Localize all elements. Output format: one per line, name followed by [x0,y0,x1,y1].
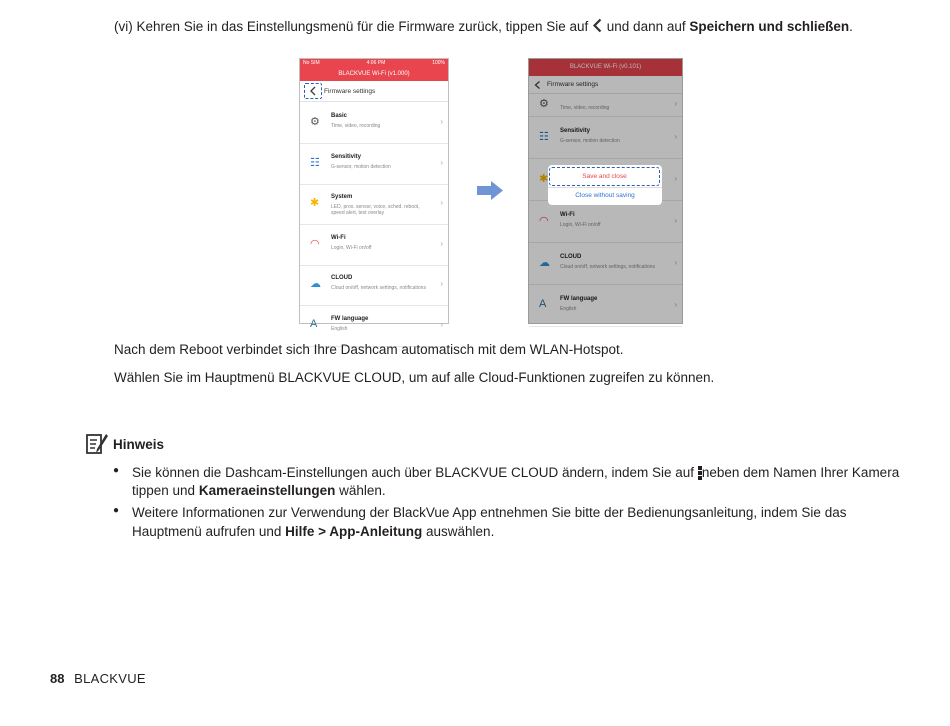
chevron-right-icon: › [440,198,443,208]
setting-title: CLOUD [560,253,582,260]
setting-subtitle: Cloud on/off, network settings, notifications [560,263,655,270]
note-bullet-1-line2: tippen und Kameraeinstellungen wählen. [132,483,386,498]
arrow-right-icon [477,181,503,200]
setting-subtitle: Login, Wi-Fi on/off [560,221,601,228]
setting-subtitle: G-sensor, motion detection [560,137,620,144]
chevron-right-icon: › [440,238,443,248]
chevron-right-icon: › [440,279,443,289]
settings-item[interactable] [300,102,448,144]
setting-title: Basic [331,112,348,119]
bullet: ● [113,505,120,516]
setting-subtitle: Time, video, recording [560,105,610,111]
note-bullet-1: Sie können die Dashcam-Einstellungen auch über BLACKVUE CLOUD ändern, indem Sie auf neben dem Namen Ihrer Kamera [132,465,900,480]
setting-icon: ☁ [310,278,321,291]
settings-list [300,102,448,347]
note-title: Hinweis [113,437,165,452]
setting-title: System [331,194,353,201]
paragraph-cloud: Wählen Sie im Hauptmenü BLACKVUE CLOUD, um auf alle Cloud-Funktionen zugreifen zu können. [114,370,715,385]
setting-icon: ◠ [310,237,320,250]
setting-subtitle: Cloud on/off, network settings, notifications [331,285,426,292]
chevron-right-icon: › [674,257,677,267]
note-bullet-2: Weitere Informationen zur Verwendung der BlackVue App entnehmen Sie bitte der Bedienungsanleitung, indem Sie das [132,505,847,520]
app-title: BLACKVUE Wi-Fi (v0.101) [529,59,682,76]
bullet: ● [113,465,120,476]
nav-title: Firmware settings [324,87,376,95]
status-bar: No SIM 4:06 PM 100% [300,59,448,67]
setting-title: Sensitivity [331,153,362,160]
setting-icon: ☷ [539,130,549,143]
step-number: (vi) [114,19,133,34]
setting-icon: ✱ [539,172,549,185]
step-text: (vi) Kehren Sie in das Einstellungsmenü für die Firmware zurück, tippen Sie auf und dann auf Speichern und schließen. [114,19,853,34]
back-icon[interactable] [304,83,322,99]
save-dialog [548,165,662,205]
page-number: 88 [50,671,65,686]
close-without-saving-button[interactable]: Close without saving [575,192,635,199]
setting-subtitle: English [331,325,348,332]
setting-title: FW language [331,315,369,322]
setting-subtitle: Time, video, recording [331,122,381,129]
setting-title: FW language [560,295,598,302]
setting-icon: A [539,297,547,310]
settings-item[interactable] [300,225,448,266]
setting-subtitle: LED, prox. sensor, voice, sched. reboot, speed alert, text overlay [331,204,420,217]
chevron-right-icon: › [440,157,443,167]
chevron-right-icon: › [674,173,677,183]
phone-screenshot-before [299,58,449,332]
chevron-right-icon: › [674,99,677,108]
chevron-right-icon: › [440,319,443,329]
phone-screenshot-after [528,58,683,324]
back-chevron-icon [592,18,603,33]
setting-subtitle: Login, Wi-Fi on/off [331,244,372,251]
setting-icon: A [310,317,318,330]
setting-icon: ◠ [539,214,549,227]
note-bullet-2-line2: Hauptmenü aufrufen und Hilfe > App-Anleitung auswählen. [132,524,495,539]
setting-icon: ☷ [310,156,320,169]
settings-item[interactable] [300,266,448,307]
chevron-right-icon: › [674,131,677,141]
setting-title: Wi-Fi [560,211,575,218]
step-pre: Kehren Sie in das Einstellungsmenü für die Firmware zurück, tippen Sie auf [136,19,589,34]
save-and-close-button[interactable]: Save and close [549,167,660,186]
setting-title: CLOUD [331,275,353,282]
setting-icon: ⚙ [310,115,320,128]
settings-item[interactable] [300,144,448,185]
app-title: BLACKVUE Wi-Fi (v1.000) [300,67,448,81]
setting-title: Wi-Fi [331,234,346,241]
setting-subtitle: English [560,305,577,312]
setting-subtitle: G-sensor, motion detection [331,163,391,170]
note-icon [85,432,109,456]
setting-icon: ☁ [539,256,550,269]
footer-brand: BLACKVUE [74,671,146,686]
step-mid: und dann auf [606,19,686,34]
chevron-right-icon: › [674,215,677,225]
nav-bar [300,81,448,102]
settings-item[interactable] [300,185,448,226]
chevron-right-icon: › [440,116,443,126]
more-options-icon [698,465,702,480]
page-footer [50,671,146,686]
setting-title: Sensitivity [560,127,591,134]
chevron-right-icon: › [674,299,677,309]
step-bold: Speichern und schließen [689,19,850,34]
setting-icon: ✱ [310,197,320,210]
paragraph-reboot: Nach dem Reboot verbindet sich Ihre Dashcam automatisch mit dem WLAN-Hotspot. [114,342,624,357]
setting-icon: ⚙ [539,98,549,110]
nav-title: Firmware settings [547,81,599,88]
